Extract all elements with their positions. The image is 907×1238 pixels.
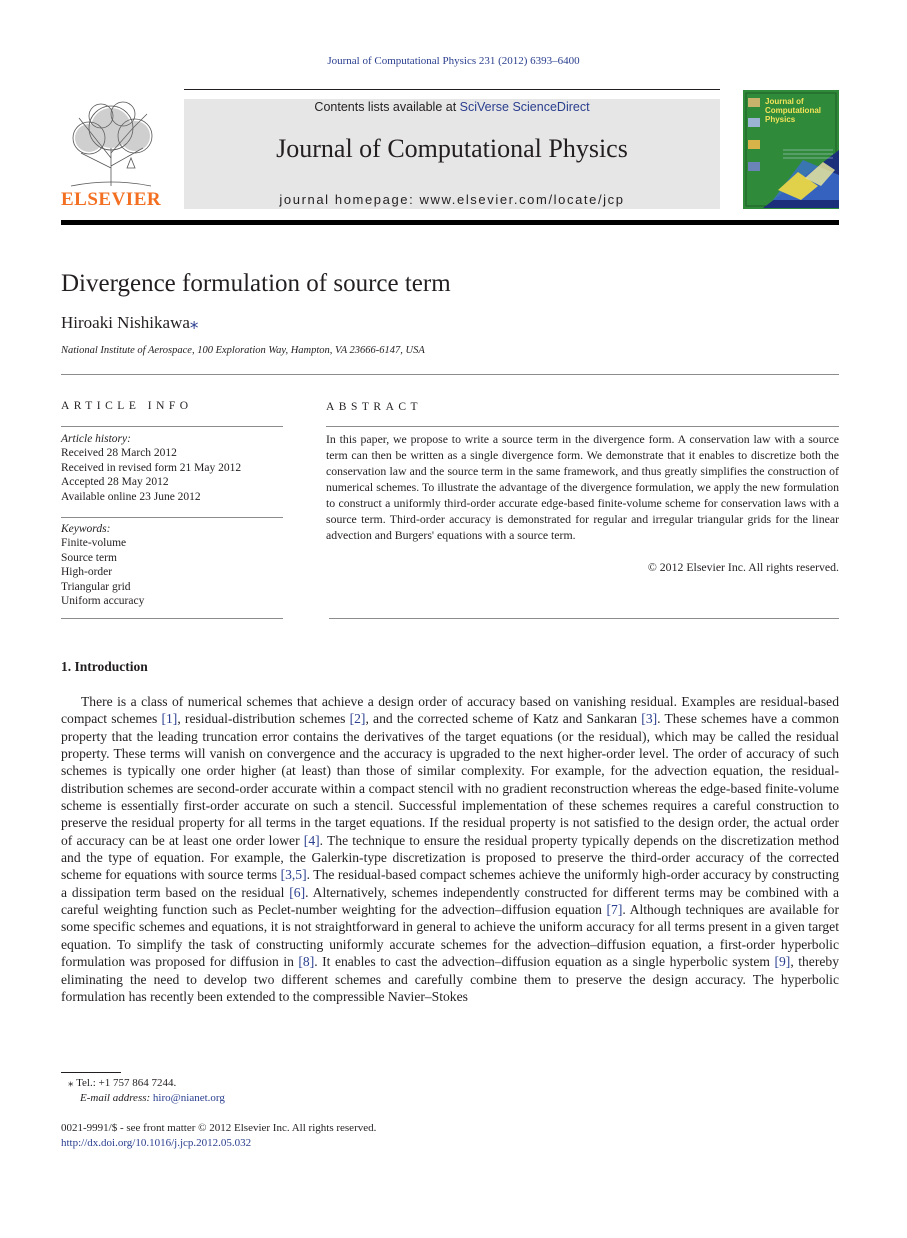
intro-text: , and the corrected scheme of Katz and Sankaran: [365, 711, 642, 727]
article-title: Divergence formulation of source term: [61, 270, 451, 297]
abstract-text: In this paper, we propose to write a source term in the divergence form. A conservation law with a source term can then be written as a single divergence form. We demonstrate that it enables to discretize both the conservation law and the source term in the same framework, and thus greatly simplifies the construction of numerical schemes. To illustrate the advantage of the divergence formulation, we apply the new formulation to construct a uniformly third-order accurate edge-based finite-volume scheme for conservation laws with a source term. Third-order accuracy is demonstrated for regular and irregular triangular grids for the linear advection and Burgers' equations with a source term.: [326, 432, 839, 542]
email-link[interactable]: hiro@nianet.org: [152, 1092, 225, 1104]
elsevier-wordmark: ELSEVIER: [61, 189, 162, 210]
abstract-copyright: © 2012 Elsevier Inc. All rights reserved.: [647, 560, 839, 574]
article-info-bottom-rule: [61, 618, 283, 619]
abstract-bottom-rule: [329, 618, 839, 619]
intro-text: . Although techniques are available for some specific schemes and equations, it is not straightforward in general to achieve the uniform accuracy for all terms present in a given target equation. To simplify the task of constructing uniformly accurate schemes for the advection–diffusion equation, a first-order hyperbolic formulation was proposed for diffusion in: [61, 902, 839, 970]
cover-title-line-1: Journal of: [765, 97, 804, 106]
email-label: E-mail address:: [80, 1092, 153, 1104]
abstract-heading: ABSTRACT: [326, 401, 423, 413]
title-divider: [61, 374, 839, 375]
reference-link[interactable]: [3,5]: [280, 867, 307, 883]
reference-link[interactable]: [9]: [774, 954, 791, 970]
sciencedirect-link[interactable]: SciVerse ScienceDirect: [459, 100, 590, 114]
keyword-item: Uniform accuracy: [61, 595, 145, 608]
cover-title-line-2: Computational: [765, 106, 821, 115]
author-footnote-mark[interactable]: ⁎: [189, 313, 199, 332]
intro-text: . Alternatively, schemes independently constructed for different terms may be combined with a careful weighting function such as Peclet-number weighting for the advection–diffusion equation: [61, 884, 839, 918]
keyword-item: High-order: [61, 566, 113, 579]
cover-title-line-3: Physics: [765, 115, 796, 124]
homepage-url[interactable]: www.elsevier.com/locate/jcp: [419, 192, 625, 207]
affiliation: National Institute of Aerospace, 100 Exploration Way, Hampton, VA 23666-6147, USA: [61, 345, 425, 356]
history-accepted: Accepted 28 May 2012: [61, 476, 169, 489]
reference-link[interactable]: [4]: [303, 832, 320, 848]
header-thick-rule: [61, 220, 839, 225]
history-revised: Received in revised form 21 May 2012: [61, 461, 242, 474]
journal-homepage: [184, 192, 720, 207]
keywords-rule: [61, 517, 283, 518]
intro-text: There is a class of numerical schemes that achieve a design order of accuracy based on vanishing residual. Examples are residual-based compact schemes: [61, 694, 839, 727]
journal-cover-image: [743, 90, 839, 209]
author-name: Hiroaki Nishikawa: [61, 313, 190, 332]
footnote-rule: [61, 1072, 121, 1073]
reference-link[interactable]: [8]: [298, 954, 315, 970]
footnote-tel: [68, 1076, 176, 1089]
intro-text: , residual-distribution schemes: [177, 711, 350, 727]
contents-line: [184, 100, 720, 114]
article-history: [61, 432, 283, 504]
introduction-paragraph: [61, 693, 839, 1005]
article-info-rule: [61, 426, 283, 427]
reference-link[interactable]: [7]: [606, 902, 623, 918]
footnote-email: [80, 1092, 225, 1104]
journal-citation[interactable]: Journal of Computational Physics 231 (2012) 6393–6400: [327, 55, 580, 67]
header-top-rule: [184, 89, 720, 90]
abstract-rule: [326, 426, 839, 427]
homepage-prefix: journal homepage:: [279, 192, 420, 207]
intro-text: . It enables to cast the advection–diffusion equation as a single hyperbolic system: [314, 954, 775, 970]
reference-link[interactable]: [3]: [641, 711, 658, 727]
keywords-list: [61, 522, 283, 608]
intro-text: . The residual-based compact schemes achieve the uniformly high-order accuracy by constructing a dissipation term based on the residual: [61, 867, 839, 900]
introduction-heading: 1. Introduction: [61, 659, 148, 674]
journal-name: Journal of Computational Physics: [276, 134, 628, 163]
intro-text: , thereby eliminating the need to develop two different schemes and carefully combine them to preserve the design accuracy. The hyperbolic formulation has recently been extended to the compressible Navier–Stokes: [61, 954, 839, 1004]
keywords-label: Keywords:: [61, 523, 111, 535]
reference-link[interactable]: [6]: [289, 884, 306, 900]
footnote-tel-text: Tel.: +1 757 864 7244.: [76, 1077, 177, 1089]
contents-prefix: Contents lists available at: [314, 100, 460, 114]
history-received: Received 28 March 2012: [61, 447, 177, 460]
history-online: Available online 23 June 2012: [61, 490, 201, 503]
keyword-item: Triangular grid: [61, 580, 131, 593]
intro-text: . These schemes have a common property that the leading truncation error contains the derivatives of the target equations (or the residual), which may be called the residual property. These terms will vanish on convergence and the accuracy is upgraded to the next higher-order level. The order of accuracy of such schemes is typically one order higher (at least) than those of similar complexity. For example, for the advection equation, the residual-distribution schemes are second-order accurate within a compact stencil with no gradient reconstruction whereas the edge-based finite-volume scheme is essentially first-order accurate on such a stencil. Successful implementation of these schemes requires a careful construction to preserve the residual property for all terms in the target equations. If the residual property is not satisfied to the design order, the actual order of accuracy can be at least one order lower: [61, 711, 840, 848]
history-label: Article history:: [61, 433, 131, 445]
issn-line: 0021-9991/$ - see front matter © 2012 Elsevier Inc. All rights reserved.: [61, 1122, 377, 1134]
author-line: [61, 313, 198, 333]
footnote-mark: ⁎: [68, 1077, 74, 1089]
doi-link[interactable]: http://dx.doi.org/10.1016/j.jcp.2012.05.032: [61, 1137, 252, 1149]
reference-link[interactable]: [1]: [161, 711, 178, 727]
article-info-heading: ARTICLE INFO: [61, 400, 193, 412]
keyword-item: Source term: [61, 551, 117, 564]
reference-link[interactable]: [2]: [349, 711, 366, 727]
keyword-item: Finite-volume: [61, 537, 127, 550]
intro-text: . The technique to ensure the residual property typically depends on the discretization method and the type of equation. For example, the Galerkin-type discretization is proposed to preserve the third-order accuracy of the corrected scheme for equations with source terms: [61, 832, 839, 883]
